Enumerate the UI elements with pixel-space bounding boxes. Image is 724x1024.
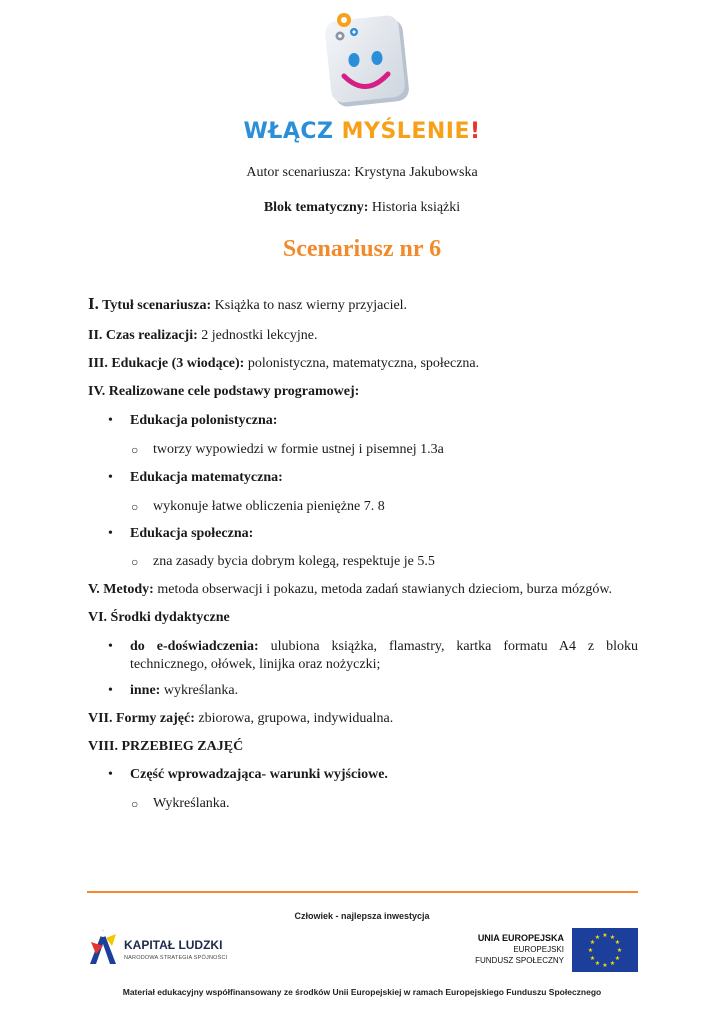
brand-title bbox=[0, 118, 724, 146]
eu-line3: FUNDUSZ SPOŁECZNY bbox=[475, 956, 564, 965]
list-item bbox=[108, 469, 638, 487]
svg-text:★: ★ bbox=[594, 960, 601, 967]
author-name: Krystyna Jakubowska bbox=[354, 165, 478, 180]
list-item bbox=[108, 682, 638, 700]
section-forms-label: VII. Formy zajęć: bbox=[88, 711, 199, 726]
gear-icon bbox=[337, 13, 351, 27]
section-title bbox=[88, 295, 638, 315]
edu-social-label: Edukacja społeczna: bbox=[130, 526, 254, 541]
kl-subtitle: NARODOWA STRATEGIA SPÓJNOŚCI bbox=[124, 955, 228, 961]
edu-math-label: Edukacja matematyczna: bbox=[130, 470, 283, 485]
section-forms-value: zbiorowa, grupowa, indywidualna. bbox=[198, 711, 394, 726]
footer-slogan: Człowiek - najlepsza inwestycja bbox=[294, 911, 430, 921]
edu-polish-label: Edukacja polonistyczna: bbox=[130, 413, 278, 428]
sub-list-item bbox=[131, 795, 638, 813]
sub-bullet-marker: ○ bbox=[131, 797, 139, 811]
section-methods-label: V. Metody: bbox=[88, 582, 158, 597]
section-methods bbox=[88, 581, 638, 599]
list-item bbox=[108, 525, 638, 543]
svg-text:★: ★ bbox=[587, 947, 594, 954]
bullet-marker: • bbox=[108, 526, 113, 541]
author-line bbox=[0, 164, 724, 182]
bullet-marker: • bbox=[108, 470, 113, 485]
bullet-marker: • bbox=[108, 683, 113, 698]
brand-part2: MYŚLENIE bbox=[341, 119, 470, 144]
section-forms bbox=[88, 710, 638, 728]
svg-text:★: ★ bbox=[602, 932, 608, 939]
svg-text:★: ★ bbox=[594, 934, 601, 941]
section-educations-label: III. Edukacje (3 wiodące): bbox=[88, 356, 248, 371]
resources-item-label: do e-doświadczenia: bbox=[130, 639, 271, 654]
list-item bbox=[108, 766, 638, 784]
sub-list-item bbox=[131, 498, 638, 516]
list-item bbox=[108, 638, 638, 674]
edu-polish-item: tworzy wypowiedzi w formie ustnej i pisemnej 1.3a bbox=[153, 442, 444, 457]
eu-flag-icon bbox=[572, 928, 638, 972]
svg-text:★: ★ bbox=[609, 934, 616, 941]
section-duration-value: 2 jednostki lekcyjne. bbox=[201, 328, 318, 343]
block-label: Blok tematyczny: bbox=[263, 200, 372, 215]
sub-bullet-marker: ○ bbox=[131, 555, 139, 569]
eu-fund-text bbox=[460, 933, 564, 966]
sub-bullet-marker: ○ bbox=[131, 443, 139, 457]
bullet-marker: • bbox=[108, 413, 113, 428]
section-goals-heading: IV. Realizowane cele podstawy programowej: bbox=[88, 384, 360, 399]
svg-text:★: ★ bbox=[589, 939, 596, 946]
svg-text:★: ★ bbox=[616, 947, 623, 954]
svg-text:★: ★ bbox=[614, 939, 621, 946]
section-duration-label: II. Czas realizacji: bbox=[88, 328, 202, 343]
list-item bbox=[108, 412, 638, 430]
resources-item-line2: technicznego, ołówek, linijka oraz nożyczki; bbox=[130, 657, 381, 672]
author-label: Autor scenariusza: bbox=[246, 165, 355, 180]
section-duration bbox=[88, 327, 638, 345]
section-methods-value: metoda obserwacji i pokazu, metoda zadań stawianych dzieciom, burza mózgów. bbox=[157, 582, 613, 597]
footer-disclaimer: Materiał edukacyjny współfinansowany ze środków Unii Europejskiej w ramach Europejskiego Funduszu Społecznego bbox=[122, 987, 602, 997]
section-resources-heading: VI. Środki dydaktyczne bbox=[88, 610, 230, 625]
resources-other-value: wykreślanka. bbox=[163, 683, 239, 698]
resources-other-label: inne: bbox=[130, 683, 164, 698]
section-educations bbox=[88, 355, 638, 373]
section-title-value: Książka to nasz wierny przyjaciel. bbox=[214, 298, 408, 313]
kapital-ludzki-logo bbox=[86, 924, 256, 970]
section-course-heading: VIII. PRZEBIEG ZAJĘĆ bbox=[88, 739, 244, 754]
eu-line2: EUROPEJSKI bbox=[513, 945, 564, 954]
brand-exclaim: ! bbox=[469, 119, 481, 144]
svg-text:★: ★ bbox=[589, 955, 596, 962]
svg-text:★: ★ bbox=[614, 955, 621, 962]
resources-item-text: ulubiona książka, flamastry, kartka formatu A4 z bloku bbox=[270, 639, 638, 654]
sub-bullet-marker: ○ bbox=[131, 500, 139, 514]
thematic-block-line bbox=[0, 199, 724, 217]
section-title-label: Tytuł scenariusza: bbox=[98, 298, 215, 313]
block-value: Historia książki bbox=[371, 200, 461, 215]
section-numeral: I. bbox=[88, 294, 99, 313]
project-logo bbox=[318, 8, 418, 110]
bullet-marker: • bbox=[108, 767, 113, 782]
sub-list-item bbox=[131, 441, 638, 459]
kl-title: KAPITAŁ LUDZKI bbox=[124, 938, 223, 952]
svg-text:★: ★ bbox=[609, 960, 616, 967]
section-educations-value: polonistyczna, matematyczna, społeczna. bbox=[247, 356, 480, 371]
page-title: Scenariusz nr 6 bbox=[282, 236, 442, 262]
eu-line1: UNIA EUROPEJSKA bbox=[477, 933, 564, 943]
resources-item-line1 bbox=[130, 638, 638, 656]
course-intro-sub: Wykreślanka. bbox=[153, 796, 230, 811]
footer-divider bbox=[87, 891, 638, 893]
kapital-ludzki-emblem-icon bbox=[86, 924, 120, 968]
edu-social-item: zna zasady bycia dobrym kolegą, respektuje je 5.5 bbox=[153, 554, 435, 569]
brand-part1: WŁĄCZ bbox=[243, 119, 342, 144]
course-intro-label: Część wprowadzająca- warunki wyjściowe. bbox=[130, 767, 388, 782]
svg-text:★: ★ bbox=[602, 962, 608, 969]
edu-math-item: wykonuje łatwe obliczenia pieniężne 7. 8 bbox=[153, 499, 385, 514]
sub-list-item bbox=[131, 553, 638, 571]
bullet-marker: • bbox=[108, 639, 113, 654]
